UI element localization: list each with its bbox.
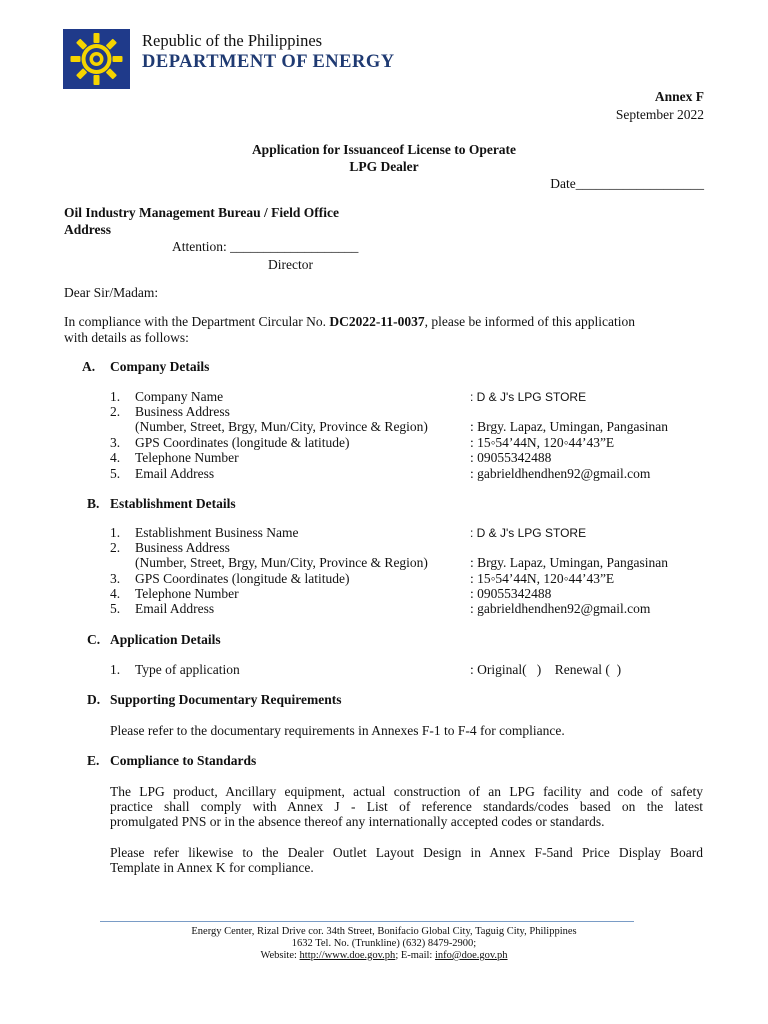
section-d-title: Supporting Documentary Requirements [110, 692, 342, 707]
footer-phone: 1632 Tel. No. (Trunkline) (632) 8479-2900; [291, 938, 477, 949]
attention-line: Attention: ___________________ [172, 239, 359, 254]
establishment-address-hint: (Number, Street, Brgy, Mun/City, Province & Region) [135, 555, 428, 570]
section-a-letter: A. [82, 359, 96, 374]
compliance-p2-line: Template in Annex K for compliance. [110, 860, 314, 875]
section-d-letter: D. [87, 692, 101, 707]
company-item-number: 1. [110, 389, 121, 404]
company-address-value: : Brgy. Lapaz, Umingan, Pangasinan [470, 419, 668, 434]
section-b-letter: B. [87, 496, 100, 511]
compliance-p1-line: The LPG product, Ancillary equipment, actual construction of an LPG facility and code of safety [110, 784, 703, 799]
establishment-item-number: 5. [110, 601, 121, 616]
company-address-hint: (Number, Street, Brgy, Mun/City, Province & Region) [135, 419, 428, 434]
company-phone-label: Telephone Number [135, 450, 239, 465]
bureau-name: Oil Industry Management Bureau / Field Office [64, 205, 339, 220]
company-email-value: : gabrieldhendhen92@gmail.com [470, 466, 651, 481]
establishment-item-number: 4. [110, 586, 121, 601]
intro-line-1 [64, 314, 704, 330]
compliance-paragraph-2 [110, 845, 703, 875]
date-field: Date___________________ [550, 176, 704, 191]
footer-email-label: ; E-mail: [395, 950, 435, 961]
department-name: DEPARTMENT OF ENERGY [142, 52, 395, 72]
company-name-value: : D & J's LPG STORE [470, 390, 587, 404]
establishment-phone-label: Telephone Number [135, 586, 239, 601]
establishment-gps-label: GPS Coordinates (longitude & latitude) [135, 571, 350, 586]
company-phone-value: : 09055342488 [470, 450, 552, 465]
application-type-value: : Original( ) Renewal ( ) [470, 662, 622, 677]
company-gps-label: GPS Coordinates (longitude & latitude) [135, 435, 350, 450]
establishment-name-value: : D & J's LPG STORE [470, 526, 587, 540]
section-e-title: Compliance to Standards [110, 753, 257, 768]
company-item-number: 5. [110, 466, 121, 481]
republic-label: Republic of the Philippines [142, 31, 323, 50]
company-email-label: Email Address [135, 466, 215, 481]
footer-divider [100, 921, 634, 922]
establishment-address-value: : Brgy. Lapaz, Umingan, Pangasinan [470, 555, 668, 570]
company-item-number: 4. [110, 450, 121, 465]
application-type-label: Type of application [135, 662, 240, 677]
footer-website-link[interactable]: http://www.doe.gov.ph [299, 950, 396, 961]
section-c-title: Application Details [110, 632, 221, 647]
doe-logo-icon [63, 29, 130, 89]
establishment-gps-value: : 15◦54’44N, 120◦44’43”E [470, 571, 615, 586]
establishment-email-value: : gabrieldhendhen92@gmail.com [470, 601, 651, 616]
salutation: Dear Sir/Madam: [64, 285, 159, 300]
footer-website-label: Website: [260, 950, 300, 961]
establishment-address-label: Business Address [135, 540, 230, 555]
address-label: Address [64, 222, 112, 237]
section-c-letter: C. [87, 632, 101, 647]
footer-contact [0, 950, 768, 961]
footer-email-link[interactable]: info@doe.gov.ph [434, 950, 508, 961]
intro-post: , please be informed of this application [424, 314, 635, 329]
document-title: Application for Issuanceof License to Operate [251, 142, 517, 157]
company-gps-value: : 15◦54’44N, 120◦44’43”E [470, 435, 615, 450]
section-e-letter: E. [87, 753, 100, 768]
establishment-item-number: 2. [110, 540, 121, 555]
establishment-email-label: Email Address [135, 601, 215, 616]
intro-line-2: with details as follows: [64, 330, 189, 345]
compliance-p2-line: Please refer likewise to the Dealer Outlet Layout Design in Annex F-5and Price Display Board [110, 845, 703, 860]
compliance-p1-line: practice shall comply with Annex J - List of reference standards/codes based on the latest [110, 799, 703, 814]
compliance-paragraph-1 [110, 784, 703, 829]
supporting-requirements-text: Please refer to the documentary requirements in Annexes F-1 to F-4 for compliance. [110, 723, 565, 738]
footer-address: Energy Center, Rizal Drive cor. 34th Street, Bonifacio Global City, Taguig City, Philippines [191, 926, 577, 937]
company-name-label: Company Name [135, 389, 224, 404]
company-address-label: Business Address [135, 404, 230, 419]
establishment-item-number: 1. [110, 525, 121, 540]
director-label: Director [268, 257, 313, 272]
establishment-phone-value: : 09055342488 [470, 586, 552, 601]
compliance-p1-line: promulgated PNS or in the absence thereof any internationally accepted codes or standards. [110, 814, 605, 829]
section-a-title: Company Details [110, 359, 210, 374]
company-item-number: 2. [110, 404, 121, 419]
circular-number: DC2022-11-0037 [329, 314, 425, 329]
establishment-name-label: Establishment Business Name [135, 525, 299, 540]
application-item-number: 1. [110, 662, 121, 677]
document-subtitle: LPG Dealer [349, 159, 419, 174]
intro-pre: In compliance with the Department Circular No. [64, 314, 330, 329]
establishment-item-number: 3. [110, 571, 121, 586]
company-item-number: 3. [110, 435, 121, 450]
annex-date: September 2022 [615, 107, 704, 122]
annex-label: Annex F [654, 89, 704, 104]
section-b-title: Establishment Details [110, 496, 236, 511]
